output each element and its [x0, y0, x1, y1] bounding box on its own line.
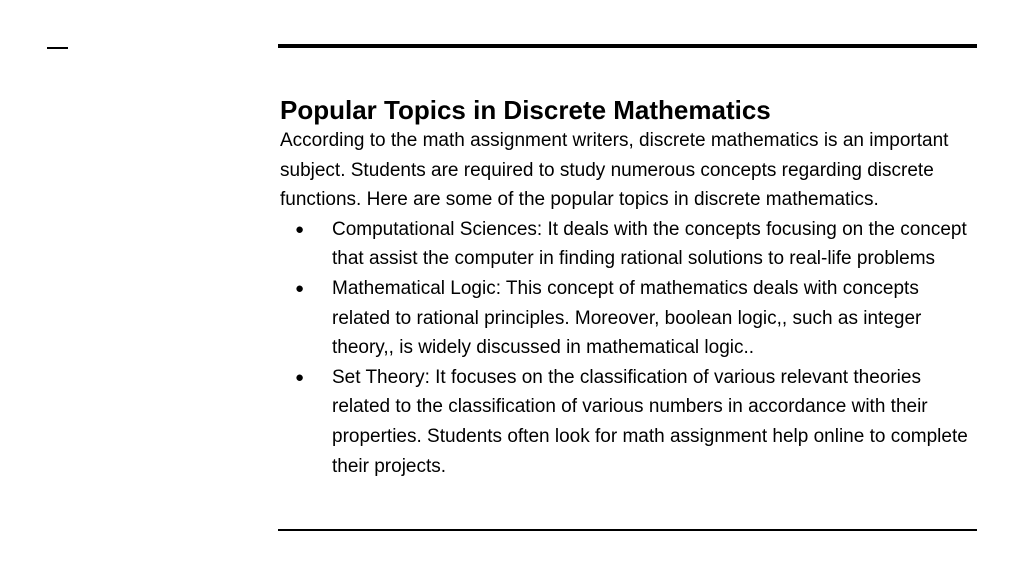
slide-content: [280, 94, 980, 481]
bullet-dot-icon: ●: [295, 368, 305, 386]
topic-list: [280, 215, 980, 481]
bottom-rule: [278, 529, 977, 531]
top-rule: [278, 44, 977, 48]
topic-item-computational-sciences: [280, 215, 980, 274]
topic-text: Computational Sciences: It deals with the concepts focusing on the concept that assist the computer in finding rational solutions to real-life problems: [332, 218, 967, 270]
slide-title: Popular Topics in Discrete Mathematics: [280, 95, 771, 125]
topic-item-set-theory: [280, 363, 980, 481]
bullet-dot-icon: ●: [295, 279, 305, 297]
bullet-dot-icon: ●: [295, 220, 305, 238]
intro-paragraph: According to the math assignment writers, discrete mathematics is an important subject. Students are required to study numerous concepts regarding discrete functions. Here are some of the popular topics in discrete mathematics.: [280, 130, 949, 211]
topic-text: Set Theory: It focuses on the classification of various relevant theories related to the classification of various numbers in accordance with their properties. Students often look for math assignment help online to complete their projects.: [332, 366, 968, 477]
corner-dash-decoration: [47, 47, 68, 49]
topic-item-mathematical-logic: [280, 274, 980, 363]
topic-text: Mathematical Logic: This concept of mathematics deals with concepts related to rational principles. Moreover, boolean logic,, such as integer theory,, is widely discussed in mathematical logic..: [332, 277, 922, 359]
